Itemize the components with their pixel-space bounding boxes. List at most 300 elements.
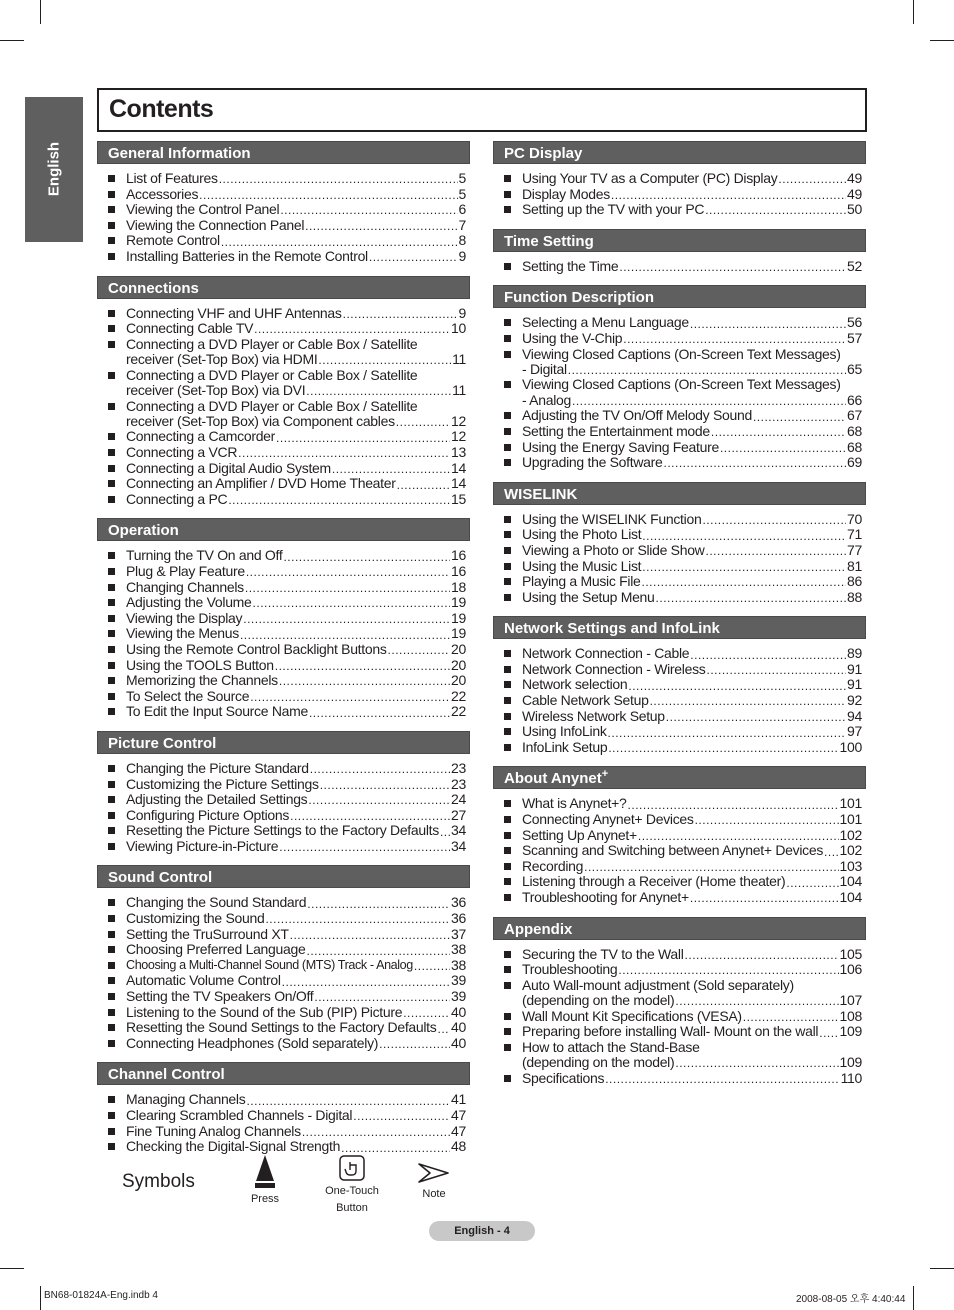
toc-entry[interactable] bbox=[503, 1071, 862, 1086]
toc-page-number: 81 bbox=[847, 557, 862, 574]
toc-entry[interactable] bbox=[107, 368, 466, 399]
toc-entry[interactable] bbox=[107, 911, 466, 926]
dot-leader bbox=[279, 675, 450, 688]
language-label: English bbox=[45, 141, 63, 197]
toc-entry[interactable] bbox=[107, 306, 466, 321]
section-heading bbox=[493, 285, 866, 308]
crop-mark bbox=[40, 0, 41, 24]
dot-leader bbox=[675, 1057, 838, 1070]
toc-entry[interactable] bbox=[503, 1024, 862, 1039]
dot-leader bbox=[675, 995, 838, 1008]
toc-entry-title: Connecting a VCR bbox=[126, 444, 238, 461]
toc-page-number: 38 bbox=[451, 941, 466, 958]
toc-entry[interactable] bbox=[503, 859, 862, 874]
toc-page-number: 19 bbox=[451, 609, 466, 626]
toc-entry[interactable] bbox=[107, 1036, 466, 1051]
toc-entry-title: Connecting Headphones (Sold separately) bbox=[126, 1034, 379, 1051]
toc-entry-title: Setting the Time bbox=[522, 257, 619, 274]
dot-leader bbox=[414, 960, 450, 973]
section-heading bbox=[493, 616, 866, 639]
toc-page-number: 9 bbox=[458, 304, 466, 321]
toc-entry[interactable] bbox=[503, 424, 862, 439]
toc-entry[interactable] bbox=[503, 171, 862, 186]
crop-mark bbox=[0, 40, 24, 41]
dot-leader bbox=[290, 929, 450, 942]
toc-entry[interactable] bbox=[503, 440, 862, 455]
dot-leader bbox=[243, 613, 450, 626]
section-heading-text: Appendix bbox=[504, 920, 573, 938]
toc-entry[interactable] bbox=[107, 895, 466, 910]
toc-entry-title: Setting the Entertainment mode bbox=[522, 422, 710, 439]
toc-page-number: 68 bbox=[847, 438, 862, 455]
note-arrow-icon bbox=[418, 1162, 450, 1184]
toc-entry-row bbox=[126, 445, 466, 460]
toc-entry-title: Selecting a Menu Language bbox=[522, 314, 689, 331]
dot-leader bbox=[690, 892, 839, 905]
dot-leader bbox=[568, 364, 846, 377]
dot-leader bbox=[628, 680, 846, 693]
toc-entry[interactable] bbox=[107, 321, 466, 336]
toc-page-number: 9 bbox=[458, 247, 466, 264]
toc-entry-row bbox=[522, 828, 862, 843]
toc-entry[interactable] bbox=[503, 646, 862, 661]
toc-entry[interactable] bbox=[107, 823, 466, 838]
dot-leader bbox=[254, 323, 450, 336]
toc-list bbox=[493, 308, 866, 472]
toc-entry-title: Accessories bbox=[126, 185, 199, 202]
toc-entry-title: Viewing the Display bbox=[126, 609, 243, 626]
section-heading-text: Connections bbox=[108, 279, 199, 297]
dot-leader bbox=[711, 426, 846, 439]
toc-entry[interactable] bbox=[107, 704, 466, 719]
toc-entry[interactable] bbox=[107, 564, 466, 579]
toc-entry-title: Remote Control bbox=[126, 232, 220, 249]
toc-entry-row bbox=[522, 171, 862, 186]
dot-leader bbox=[290, 810, 450, 823]
toc-section bbox=[493, 482, 866, 608]
toc-page-number: 71 bbox=[847, 526, 862, 543]
toc-entry[interactable] bbox=[107, 808, 466, 823]
toc-entry-title: Troubleshooting for Anynet+ bbox=[522, 889, 689, 905]
toc-entry[interactable] bbox=[107, 689, 466, 704]
toc-entry-title: Using the Remote Control Backlight Buttons bbox=[126, 640, 387, 657]
toc-entry-row bbox=[522, 1071, 862, 1086]
toc-entry[interactable] bbox=[503, 408, 862, 423]
toc-entry[interactable] bbox=[107, 1108, 466, 1123]
toc-section bbox=[97, 141, 470, 267]
dot-leader bbox=[608, 727, 846, 740]
toc-page-number: 103 bbox=[839, 857, 862, 874]
toc-entry[interactable] bbox=[107, 429, 466, 444]
language-side-tab bbox=[25, 97, 83, 242]
dot-leader bbox=[388, 644, 450, 657]
toc-entry-row bbox=[126, 171, 466, 186]
dot-leader bbox=[706, 545, 847, 558]
toc-entry[interactable] bbox=[503, 377, 862, 408]
toc-page-number: 22 bbox=[451, 687, 466, 704]
toc-entry-row bbox=[126, 249, 466, 264]
toc-entry-title: Specifications bbox=[522, 1069, 605, 1086]
toc-page-number: 5 bbox=[458, 185, 466, 202]
toc-entry[interactable] bbox=[107, 626, 466, 641]
toc-page-number: 106 bbox=[839, 961, 862, 978]
toc-entry-row bbox=[522, 890, 862, 905]
toc-entry[interactable] bbox=[503, 677, 862, 692]
dot-leader bbox=[642, 576, 847, 589]
dot-leader bbox=[246, 566, 450, 579]
toc-entry-title: Customizing the Sound bbox=[126, 910, 265, 927]
toc-page-number: 11 bbox=[452, 381, 466, 398]
toc-entry-row bbox=[126, 202, 466, 217]
toc-entry-title: Viewing the Control Panel bbox=[126, 201, 280, 218]
toc-entry-row bbox=[522, 1055, 862, 1070]
dot-leader bbox=[650, 695, 846, 708]
toc-entry[interactable] bbox=[107, 187, 466, 202]
toc-entry-first-line: Viewing Closed Captions (On-Screen Text Messages) bbox=[522, 345, 841, 362]
toc-entry-row bbox=[126, 429, 466, 444]
toc-entry-title: Using Your TV as a Computer (PC) Display bbox=[522, 170, 778, 186]
toc-entry-row bbox=[126, 461, 466, 476]
note-label: Note bbox=[422, 1188, 446, 1200]
section-heading-text: Sound Control bbox=[108, 869, 213, 887]
toc-entry-title: Connecting Cable TV bbox=[126, 320, 254, 337]
toc-entry[interactable] bbox=[107, 202, 466, 217]
toc-entry[interactable] bbox=[503, 662, 862, 677]
toc-entry-title: Using the WISELINK Function bbox=[522, 510, 702, 527]
toc-entry[interactable] bbox=[107, 580, 466, 595]
toc-entry[interactable] bbox=[107, 249, 466, 264]
toc-page-number: 18 bbox=[451, 578, 466, 595]
toc-entry[interactable] bbox=[503, 843, 862, 858]
toc-entry-title: Troubleshooting bbox=[522, 961, 618, 978]
toc-list bbox=[493, 940, 866, 1089]
press-icon bbox=[254, 1155, 276, 1189]
left-column bbox=[97, 141, 470, 1166]
toc-entry[interactable] bbox=[503, 693, 862, 708]
section-heading bbox=[493, 229, 866, 252]
toc-entry[interactable] bbox=[107, 777, 466, 792]
toc-entry-row bbox=[522, 331, 862, 346]
toc-section bbox=[97, 276, 470, 510]
toc-entry-row bbox=[126, 218, 466, 233]
toc-page-number: 104 bbox=[839, 889, 862, 905]
toc-list bbox=[493, 789, 866, 907]
toc-entry[interactable] bbox=[107, 989, 466, 1004]
toc-entry[interactable] bbox=[503, 812, 862, 827]
dot-leader bbox=[280, 204, 457, 217]
toc-entry[interactable] bbox=[503, 259, 862, 274]
toc-entry[interactable] bbox=[503, 590, 862, 605]
toc-page-number: 92 bbox=[847, 692, 862, 709]
toc-entry[interactable] bbox=[107, 492, 466, 507]
toc-page-number: 34 bbox=[451, 822, 466, 839]
dot-leader bbox=[265, 913, 450, 926]
toc-entry-row bbox=[126, 973, 466, 988]
toc-section bbox=[493, 141, 866, 220]
toc-page-number: 52 bbox=[847, 257, 862, 274]
toc-entry-row bbox=[522, 693, 862, 708]
toc-list bbox=[493, 164, 866, 220]
dot-leader bbox=[638, 830, 839, 843]
toc-page-number: 47 bbox=[451, 1107, 466, 1124]
toc-page-number: 36 bbox=[451, 910, 466, 927]
section-heading-text: About Anynet bbox=[504, 770, 602, 788]
section-heading bbox=[493, 917, 866, 940]
toc-entry[interactable] bbox=[107, 839, 466, 854]
toc-entry-first-line: Connecting a DVD Player or Cable Box / Satellite bbox=[126, 397, 418, 414]
toc-page-number: 77 bbox=[847, 541, 862, 558]
toc-entry-row bbox=[126, 689, 466, 704]
toc-entry-row bbox=[522, 590, 862, 605]
toc-entry-title: Setting Up Anynet+ bbox=[522, 826, 637, 843]
toc-page-number: 108 bbox=[839, 1007, 862, 1024]
crop-mark bbox=[913, 0, 914, 24]
dot-leader bbox=[440, 826, 450, 839]
toc-page-number: 16 bbox=[451, 562, 466, 579]
toc-entry-title: Using the TOOLS Button bbox=[126, 656, 274, 673]
toc-entry-row bbox=[126, 1108, 466, 1123]
footer-page-number: English - 4 bbox=[429, 1221, 535, 1241]
toc-entry[interactable] bbox=[503, 559, 862, 574]
section-heading-text: WISELINK bbox=[504, 485, 578, 503]
toc-entry[interactable] bbox=[503, 709, 862, 724]
dot-leader bbox=[240, 629, 450, 642]
toc-entry[interactable] bbox=[107, 233, 466, 248]
toc-entry-row bbox=[522, 740, 862, 755]
toc-entry[interactable] bbox=[107, 611, 466, 626]
toc-entry[interactable] bbox=[503, 187, 862, 202]
toc-entry[interactable] bbox=[107, 1005, 466, 1020]
toc-entry-row bbox=[126, 1020, 466, 1035]
toc-section bbox=[493, 917, 866, 1089]
dot-leader bbox=[685, 949, 839, 962]
toc-entry-title: List of Features bbox=[126, 170, 218, 186]
toc-entry[interactable] bbox=[503, 740, 862, 755]
toc-entry[interactable] bbox=[107, 461, 466, 476]
toc-entry[interactable] bbox=[503, 1009, 862, 1024]
toc-entry-row bbox=[126, 321, 466, 336]
toc-entry-row bbox=[126, 927, 466, 942]
toc-section bbox=[493, 229, 866, 277]
toc-list bbox=[97, 754, 470, 857]
dot-leader bbox=[279, 841, 450, 854]
toc-page-number: 49 bbox=[847, 170, 862, 186]
toc-section bbox=[97, 518, 470, 722]
dot-leader bbox=[664, 457, 847, 470]
toc-page-number: 56 bbox=[847, 314, 862, 331]
toc-entry[interactable] bbox=[107, 1020, 466, 1035]
toc-entry-row bbox=[522, 527, 862, 542]
toc-entry-row bbox=[126, 352, 466, 367]
toc-entry[interactable] bbox=[107, 642, 466, 657]
toc-entry[interactable] bbox=[107, 476, 466, 491]
toc-entry[interactable] bbox=[107, 958, 466, 973]
toc-entry[interactable] bbox=[503, 947, 862, 962]
section-heading bbox=[493, 482, 866, 505]
dot-leader bbox=[314, 991, 450, 1004]
toc-entry-title: (depending on the model) bbox=[522, 992, 675, 1009]
toc-entry[interactable] bbox=[503, 890, 862, 905]
toc-entry[interactable] bbox=[107, 337, 466, 368]
section-heading-text: Time Setting bbox=[504, 232, 594, 250]
toc-page-number: 19 bbox=[451, 594, 466, 611]
dot-leader bbox=[611, 189, 846, 202]
toc-page-number: 39 bbox=[451, 972, 466, 989]
toc-entry[interactable] bbox=[107, 673, 466, 688]
toc-entry-title: Managing Channels bbox=[126, 1091, 246, 1108]
toc-page-number: 6 bbox=[458, 201, 466, 218]
toc-entry-title: Setting the TV Speakers On/Off bbox=[126, 988, 314, 1005]
toc-entry-row bbox=[522, 574, 862, 589]
toc-entry-row bbox=[126, 414, 466, 429]
toc-entry[interactable] bbox=[107, 658, 466, 673]
toc-list bbox=[493, 252, 866, 277]
toc-entry-row bbox=[126, 233, 466, 248]
toc-entry-title: Adjusting the Volume bbox=[126, 594, 252, 611]
toc-entry[interactable] bbox=[503, 202, 862, 217]
toc-entry-row bbox=[126, 958, 466, 973]
dot-leader bbox=[369, 251, 458, 264]
toc-entry[interactable] bbox=[107, 1092, 466, 1107]
toc-entry-title: Setting up the TV with your PC bbox=[522, 201, 705, 218]
toc-page-number: 40 bbox=[451, 1019, 466, 1036]
crop-mark bbox=[930, 40, 954, 41]
toc-entry[interactable] bbox=[503, 978, 862, 1009]
toc-entry-title: Setting the TruSurround XT bbox=[126, 925, 289, 942]
dot-leader bbox=[666, 711, 846, 724]
toc-entry-title: InfoLink Setup bbox=[522, 738, 608, 755]
toc-entry[interactable] bbox=[503, 962, 862, 977]
toc-page-number: 107 bbox=[839, 992, 862, 1009]
toc-entry-row bbox=[126, 1124, 466, 1139]
toc-entry-first-line: Auto Wall-mount adjustment (Sold separately) bbox=[522, 976, 794, 993]
toc-page-number: 69 bbox=[847, 454, 862, 471]
toc-entry-row bbox=[126, 642, 466, 657]
toc-page-number: 49 bbox=[847, 185, 862, 202]
toc-entry-row bbox=[126, 626, 466, 641]
toc-entry-title: Changing the Picture Standard bbox=[126, 759, 309, 776]
toc-section bbox=[493, 766, 866, 907]
toc-entry-row bbox=[522, 455, 862, 470]
toc-entry[interactable] bbox=[503, 574, 862, 589]
section-heading bbox=[97, 731, 470, 754]
toc-entry[interactable] bbox=[503, 796, 862, 811]
toc-entry[interactable] bbox=[503, 828, 862, 843]
dot-leader bbox=[309, 707, 450, 720]
toc-entry[interactable] bbox=[107, 761, 466, 776]
toc-entry-row bbox=[522, 662, 862, 677]
section-heading bbox=[97, 865, 470, 888]
toc-entry-row bbox=[126, 1036, 466, 1051]
toc-entry-title: Network selection bbox=[522, 676, 628, 693]
toc-entry-row bbox=[126, 839, 466, 854]
toc-entry-row bbox=[126, 580, 466, 595]
toc-page-number: 23 bbox=[451, 759, 466, 776]
page-title-box bbox=[97, 88, 867, 132]
toc-entry[interactable] bbox=[107, 595, 466, 610]
dot-leader bbox=[283, 551, 450, 564]
toc-entry[interactable] bbox=[503, 315, 862, 330]
toc-entry-row bbox=[522, 559, 862, 574]
toc-entry-title: Using the V-Chip bbox=[522, 329, 623, 346]
toc-entry[interactable] bbox=[503, 874, 862, 889]
toc-entry[interactable] bbox=[107, 171, 466, 186]
toc-entry[interactable] bbox=[503, 455, 862, 470]
toc-page-number: 7 bbox=[458, 216, 466, 233]
toc-page-number: 40 bbox=[451, 1003, 466, 1020]
toc-entry-title: Adjusting the TV On/Off Melody Sound bbox=[522, 407, 752, 424]
toc-page-number: 68 bbox=[847, 422, 862, 439]
toc-entry[interactable] bbox=[107, 1124, 466, 1139]
dot-leader bbox=[308, 794, 450, 807]
toc-section bbox=[493, 616, 866, 757]
dot-leader bbox=[396, 416, 450, 429]
toc-entry-title: Plug & Play Feature bbox=[126, 562, 245, 579]
toc-entry[interactable] bbox=[107, 792, 466, 807]
toc-entry-title: Playing a Music File bbox=[522, 573, 641, 590]
toc-entry-title: Viewing the Menus bbox=[126, 625, 239, 642]
toc-entry[interactable] bbox=[107, 942, 466, 957]
toc-entry-row bbox=[126, 704, 466, 719]
dot-leader bbox=[379, 1038, 450, 1051]
toc-entry-title: Securing the TV to the Wall bbox=[522, 945, 684, 962]
section-heading bbox=[97, 141, 470, 164]
toc-entry-title: Changing Channels bbox=[126, 578, 244, 595]
toc-entry-row bbox=[126, 548, 466, 563]
toc-entry[interactable] bbox=[107, 1139, 466, 1154]
toc-entry[interactable] bbox=[503, 527, 862, 542]
toc-list bbox=[97, 541, 470, 722]
symbols-label: Symbols bbox=[122, 1171, 195, 1192]
toc-page-number: 101 bbox=[839, 795, 862, 812]
toc-entry[interactable] bbox=[503, 512, 862, 527]
dot-leader bbox=[690, 318, 846, 331]
dot-leader bbox=[623, 333, 846, 346]
toc-entry-row bbox=[522, 408, 862, 423]
toc-entry-row bbox=[522, 393, 862, 408]
toc-entry[interactable] bbox=[107, 927, 466, 942]
toc-entry-title: (depending on the model) bbox=[522, 1054, 675, 1071]
toc-entry[interactable] bbox=[107, 548, 466, 563]
toc-entry[interactable] bbox=[107, 399, 466, 430]
toc-entry[interactable] bbox=[503, 331, 862, 346]
toc-entry[interactable] bbox=[503, 347, 862, 378]
toc-page-number: 38 bbox=[451, 956, 466, 973]
toc-entry-title: Memorizing the Channels bbox=[126, 672, 278, 689]
toc-entry[interactable] bbox=[503, 724, 862, 739]
dot-leader bbox=[253, 597, 450, 610]
toc-entry[interactable] bbox=[107, 445, 466, 460]
toc-page-number: 20 bbox=[451, 672, 466, 689]
dot-leader bbox=[276, 432, 450, 445]
one-touch-label-line1: One-Touch bbox=[325, 1185, 379, 1197]
toc-entry[interactable] bbox=[107, 973, 466, 988]
toc-page-number: 5 bbox=[458, 170, 466, 186]
toc-entry[interactable] bbox=[107, 218, 466, 233]
toc-entry-title: Adjusting the Detailed Settings bbox=[126, 791, 308, 808]
toc-entry[interactable] bbox=[503, 543, 862, 558]
dot-leader bbox=[310, 763, 450, 776]
dot-leader bbox=[786, 877, 838, 890]
crop-mark bbox=[930, 1268, 954, 1269]
toc-entry[interactable] bbox=[503, 1040, 862, 1071]
dot-leader bbox=[320, 779, 450, 792]
dot-leader bbox=[720, 442, 846, 455]
toc-entry-title: Connecting VHF and UHF Antennas bbox=[126, 304, 342, 321]
toc-entry-title: Choosing Preferred Language bbox=[126, 941, 306, 958]
dot-leader bbox=[318, 354, 451, 367]
toc-page-number: 88 bbox=[847, 588, 862, 605]
